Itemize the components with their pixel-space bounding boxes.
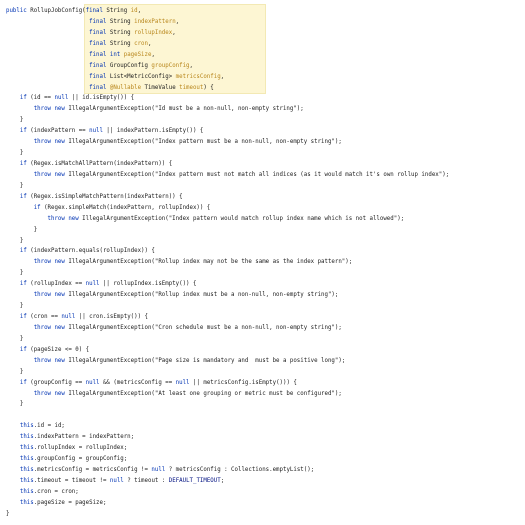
code-line	[6, 50, 155, 61]
indent	[6, 358, 34, 364]
code-line	[6, 61, 193, 72]
indent	[6, 150, 20, 156]
code-token: null	[89, 128, 103, 135]
code-token: timeout	[179, 84, 204, 91]
code-token: final	[85, 8, 107, 14]
code-token: || id.isEmpty()) {	[68, 95, 135, 102]
code-line	[6, 389, 342, 400]
code-token: throw new	[33, 357, 69, 364]
code-token: }	[33, 226, 38, 233]
code-token: && (metricsConfig ==	[99, 379, 176, 386]
code-token: IllegalArgumentException("Index pattern would match rollup index name which is not allowed");	[82, 215, 405, 222]
code-line	[6, 378, 297, 389]
code-token: if	[19, 248, 31, 255]
indent	[6, 423, 20, 429]
code-token: if	[19, 379, 31, 386]
indent	[6, 52, 89, 58]
code-token: if	[19, 193, 31, 200]
code-line	[6, 257, 352, 268]
indent	[6, 270, 20, 276]
indent	[6, 227, 34, 233]
code-line	[6, 246, 155, 257]
code-token: indexPattern	[134, 18, 176, 25]
indent	[6, 292, 34, 298]
code-line	[6, 192, 183, 203]
indent	[6, 347, 20, 353]
indent	[6, 401, 20, 407]
code-line	[6, 268, 23, 279]
indent	[6, 434, 20, 440]
code-token: if	[19, 95, 31, 102]
code-token: ,	[147, 40, 152, 47]
code-token: (indexPattern.equals(rollupIndex)) {	[30, 248, 155, 255]
code-line	[6, 17, 179, 28]
code-token: RollupJobConfig(	[30, 8, 86, 14]
code-token: 0	[75, 346, 79, 353]
code-token: .groupConfig = groupConfig;	[33, 456, 128, 463]
code-token: id	[130, 8, 138, 14]
code-token: throw new	[33, 324, 69, 331]
code-line	[6, 345, 89, 356]
indent	[6, 19, 89, 25]
code-token: }	[19, 335, 24, 342]
code-token: .timeout = timeout !=	[33, 477, 110, 484]
code-token: IllegalArgumentException("Id must be a non-null, non-empty string");	[68, 106, 304, 113]
code-token: throw new	[33, 390, 69, 397]
code-token: if	[19, 128, 31, 135]
indent	[6, 489, 20, 495]
code-line	[6, 476, 224, 487]
code-token: this	[19, 499, 34, 506]
indent	[6, 41, 89, 47]
code-token: IllegalArgumentException("Index pattern must not match all indices (as it would match it's own rollup index");	[68, 171, 450, 178]
code-token: IllegalArgumentException("Page size is mandatory and must be a positive long");	[68, 357, 346, 364]
code-line	[6, 454, 127, 465]
indent	[6, 303, 20, 309]
code-line	[6, 28, 176, 39]
code-token: this	[19, 467, 34, 474]
code-line	[6, 509, 9, 520]
indent	[6, 456, 20, 462]
code-token: (pageSize <=	[30, 346, 76, 353]
code-token: }	[19, 117, 24, 124]
code-token: null	[61, 314, 76, 321]
indent	[6, 63, 89, 69]
code-token: || metricsConfig.isEmpty())) {	[189, 379, 297, 386]
code-token: if	[19, 161, 31, 168]
code-token: (rollupIndex ==	[30, 281, 86, 288]
indent	[6, 314, 20, 320]
code-token: throw new	[33, 106, 69, 113]
code-token: String	[109, 18, 135, 25]
code-token: String	[109, 40, 135, 47]
code-token: this	[19, 456, 34, 463]
code-token: ? timeout :	[123, 477, 169, 484]
indent	[6, 139, 34, 145]
code-token: pageSize	[123, 51, 152, 58]
code-token: ,	[137, 8, 142, 14]
code-token: (Regex.isMatchAllPattern(indexPattern)) {	[30, 161, 173, 168]
code-token: throw new	[47, 215, 83, 222]
code-token: groupConfig	[151, 62, 190, 69]
indent	[6, 238, 20, 244]
code-token: ,	[172, 29, 176, 36]
code-token: null	[151, 467, 166, 474]
code-token: null	[175, 379, 190, 386]
code-line	[6, 367, 23, 378]
code-token: ) {	[78, 346, 90, 353]
code-token: IllegalArgumentException("Cron schedule must be a non-null, non-empty string");	[68, 324, 342, 331]
code-line	[6, 93, 134, 104]
indent	[6, 281, 20, 287]
code-token: .metricsConfig = metricsConfig !=	[33, 467, 152, 474]
code-token: IllegalArgumentException("Rollup index must be a non-null, non-empty string");	[68, 292, 339, 299]
indent	[6, 478, 20, 484]
indent	[6, 172, 34, 178]
code-token: }	[6, 510, 10, 517]
code-token: (cron ==	[30, 314, 62, 321]
code-token: || rollupIndex.isEmpty()) {	[99, 281, 197, 288]
code-token: null	[85, 379, 100, 386]
code-token: throw new	[33, 259, 69, 266]
code-line	[6, 203, 210, 214]
code-token: ? metricsConfig : Collections.emptyList();	[165, 467, 315, 474]
code-line	[6, 104, 304, 115]
code-line	[6, 6, 141, 17]
indent	[6, 325, 34, 331]
code-token: TimeValue	[144, 84, 180, 91]
code-token: this	[19, 423, 34, 430]
indent	[6, 500, 20, 506]
code-token: }	[19, 150, 24, 157]
code-token: ,	[151, 51, 155, 58]
code-line	[6, 39, 151, 50]
code-token: final	[89, 62, 110, 69]
code-token: .pageSize = pageSize;	[33, 499, 107, 506]
code-line	[6, 465, 314, 476]
code-token: }	[19, 237, 24, 244]
code-line	[6, 115, 23, 126]
code-token: final	[89, 29, 110, 36]
indent	[6, 85, 89, 91]
code-token: .id = id;	[33, 423, 65, 430]
code-token: cron	[134, 40, 148, 47]
code-token: ,	[189, 62, 193, 69]
code-line	[6, 356, 345, 367]
code-token: }	[19, 182, 24, 189]
code-line	[6, 83, 214, 94]
indent	[6, 128, 20, 134]
code-line	[6, 148, 23, 159]
code-line	[6, 301, 23, 312]
code-token: (Regex.simpleMatch(indexPattern, rollupIndex)) {	[44, 204, 211, 211]
code-token: if	[19, 314, 31, 321]
code-token: List<MetricConfig>	[109, 73, 176, 80]
code-token: }	[19, 303, 24, 310]
indent	[6, 161, 20, 167]
code-token: null	[85, 281, 100, 288]
code-line	[6, 72, 224, 83]
indent	[6, 106, 34, 112]
code-line	[6, 126, 203, 137]
code-token: @Nullable	[109, 84, 145, 91]
code-token: this	[19, 434, 34, 441]
code-line	[6, 334, 23, 345]
indent	[6, 30, 89, 36]
code-line	[6, 487, 79, 498]
code-token: IllegalArgumentException("Index pattern must be a non-null, non-empty string");	[68, 139, 342, 146]
indent	[6, 117, 20, 123]
code-line	[6, 421, 65, 432]
code-token: throw new	[33, 171, 69, 178]
indent	[6, 259, 34, 265]
code-token: this	[19, 488, 34, 495]
code-line	[6, 323, 342, 334]
code-token: ,	[220, 73, 225, 80]
code-line	[6, 236, 23, 247]
code-token: (indexPattern ==	[30, 128, 90, 135]
code-token: if	[33, 204, 45, 211]
indent	[6, 467, 20, 473]
code-token: int	[109, 51, 124, 58]
code-token: public	[6, 8, 31, 14]
code-token: throw new	[33, 139, 69, 146]
indent	[6, 194, 20, 200]
code-line	[6, 290, 338, 301]
code-token: final	[89, 73, 110, 80]
code-token: ) {	[203, 84, 214, 91]
indent	[6, 336, 20, 342]
code-line	[6, 399, 23, 410]
code-token: .indexPattern = indexPattern;	[33, 434, 135, 441]
code-line	[6, 498, 106, 509]
code-line	[6, 432, 134, 443]
code-token: }	[19, 401, 24, 408]
code-token: IllegalArgumentException("At least one grouping or metric must be configured");	[68, 390, 342, 397]
code-token: DEFAULT_TIMEOUT	[168, 477, 221, 484]
code-line	[6, 312, 148, 323]
code-token: }	[19, 270, 24, 277]
indent	[6, 248, 20, 254]
indent	[6, 391, 34, 397]
code-token: rollupIndex	[134, 29, 173, 36]
indent	[6, 445, 20, 451]
code-token: if	[19, 281, 31, 288]
code-token: .cron = cron;	[33, 488, 79, 495]
indent	[6, 95, 20, 101]
indent	[6, 183, 20, 189]
code-line	[6, 159, 172, 170]
code-token: (Regex.isSimpleMatchPattern(indexPattern)) {	[30, 193, 183, 200]
code-line	[6, 181, 23, 192]
indent	[6, 216, 48, 222]
indent	[6, 369, 20, 375]
code-token: }	[19, 368, 24, 375]
code-token: final	[89, 40, 110, 47]
code-token: metricsConfig	[175, 73, 221, 80]
code-line	[6, 137, 342, 148]
code-line	[6, 225, 37, 236]
code-token: .rollupIndex = rollupIndex;	[33, 445, 128, 452]
code-token: this	[19, 445, 34, 452]
code-token: final	[89, 51, 110, 58]
code-token: final	[89, 18, 110, 25]
indent	[6, 205, 34, 211]
code-token: if	[19, 346, 31, 353]
code-line	[6, 214, 404, 225]
code-token: || indexPattern.isEmpty()) {	[102, 128, 204, 135]
code-token: throw new	[33, 292, 69, 299]
code-token: null	[54, 95, 69, 102]
indent	[6, 380, 20, 386]
code-line	[6, 443, 127, 454]
code-token: IllegalArgumentException("Rollup index may not be the same as the index pattern");	[68, 259, 353, 266]
code-token: (id ==	[30, 95, 55, 102]
indent	[6, 74, 89, 80]
code-line	[6, 279, 196, 290]
code-token: ;	[220, 477, 225, 484]
code-token: String	[109, 29, 135, 36]
code-token: (groupConfig ==	[30, 379, 86, 386]
code-token: null	[109, 477, 124, 484]
code-token: ,	[175, 18, 180, 25]
code-line	[6, 170, 449, 181]
code-token: String	[106, 8, 131, 14]
code-token: || cron.isEmpty()) {	[75, 314, 148, 321]
code-token: GroupConfig	[109, 62, 152, 69]
code-token: final	[89, 84, 110, 91]
code-token: this	[19, 477, 34, 484]
